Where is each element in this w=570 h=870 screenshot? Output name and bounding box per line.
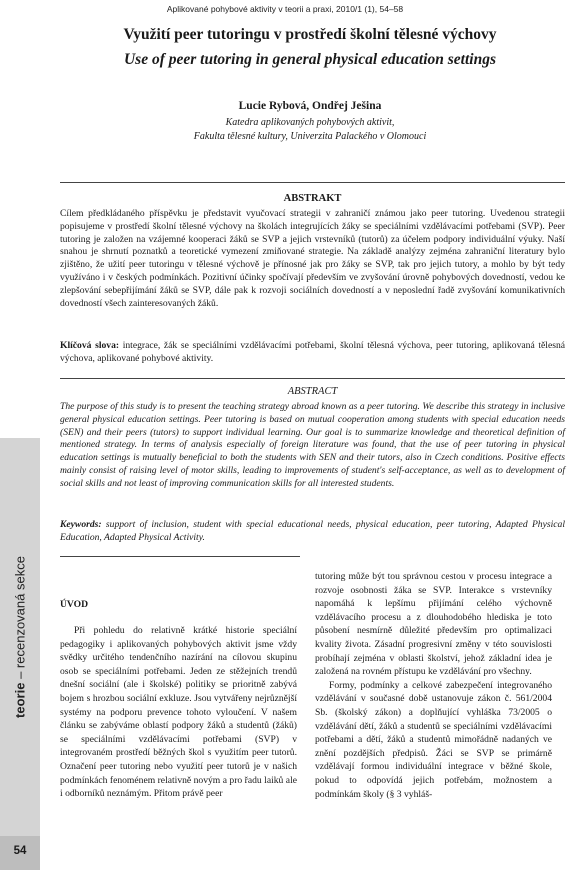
abstrakt-heading: ABSTRAKT xyxy=(283,193,342,204)
divider-bottom xyxy=(60,556,300,557)
abstract-keywords xyxy=(60,519,565,545)
abstrakt-text: Cílem předkládaného příspěvku je představit vyučovací strategii v zahraničí známou jako peer tutoring. Uvedenou strategii popisujeme v prostředí školní tělesné výchovy na školách integrujících žáky se speciálními vzdělávacími potřebami (SVP). Peer tutoring je založen na vzájemné kooperaci žáků se SVP a jejich vrstevníků (tutorů) za účelem podpory individuální výuky. Naší snahou je shrnutí poznatků a teoretické vymezení zmiňované strategie. Na základě analýzy zejména zahraniční literatury bylo zjištěno, že užití peer tutoringu v tělesné výchově je přínosné jak pro žáky se SVP, tak pro jejich tutory, a mohlo by být tedy využíváno i v českých podmínkách. Pozitivní účinky spočívají především ve zvyšování úrovně pohybových dovedností, vedou ke zlepšování sebepřijímání žáků se SVP, dále pak k rozvoji sociálních dovedností a v neposlední řadě zvyšování komunikativních dovedností všech zainteresovaných žáků. xyxy=(60,208,565,309)
running-head: Aplikované pohybové aktivity v teorii a praxi, 2010/1 (1), 54–58 xyxy=(166,4,404,14)
side-label-rest: – recenzovaná sekce xyxy=(12,556,28,683)
divider-middle xyxy=(60,378,565,379)
title-english: Use of peer tutoring in general physical education settings xyxy=(123,51,496,68)
abstract-keywords-label: Keywords: xyxy=(60,519,102,530)
page-number: 54 xyxy=(0,836,40,870)
left-column xyxy=(60,624,297,801)
affiliation-line-1: Katedra aplikovaných pohybových aktivit, xyxy=(225,117,395,128)
affiliation-line-2: Fakulta tělesné kultury, Univerzita Palackého v Olomouci xyxy=(193,131,427,142)
abstrakt-keywords xyxy=(60,340,565,366)
abstract-heading: ABSTRACT xyxy=(287,386,338,397)
abstrakt-keywords-label: Klíčová slova: xyxy=(60,340,120,351)
right-column xyxy=(315,570,552,801)
title-czech: Využití peer tutoringu v prostředí školní tělesné výchovy xyxy=(123,26,497,43)
abstrakt-keywords-text: integrace, žák se speciálními vzdělávacími potřebami, školní tělesná výchova, peer tutoring, aplikovaná tělesná výchova, aplikované pohybové aktivity. xyxy=(60,340,565,364)
left-column-paragraph: Při pohledu do relativně krátké historie speciální pedagogiky i aplikovaných pohybových aktivit jsme vždy svědky určitého tendenčního nazírání na cílovou skupinu osob se speciálními potřebami. Jeden ze stěžejních trendů dnešní sociální (ale i školské) politiky se prioritně zabývá bojem s hrozbou sociální exkluze. Jsou vytvářeny nejrůznější systémy na podporu prevence tohoto vyloučení. V našem článku se zabýváme oblastí podpory žáků a studentů (žáků) se speciálními vzdělávacími potřebami (SVP) v integrovaném prostředí běžných škol s využitím peer tutorů. Označení peer tutoring nebo využití peer tutorů je v našich podmínkách fenoménem relativně novým a pro řadu laiků ale i odborníků neznámým. Přitom právě peer xyxy=(60,625,297,800)
authors: Lucie Rybová, Ondřej Ješina xyxy=(238,100,382,112)
section-heading-uvod: ÚVOD xyxy=(60,599,89,610)
divider-top xyxy=(60,182,565,183)
right-column-paragraph-2: Formy, podmínky a celkové zabezpečení integrovaného vzdělávání v současné době ustanovuje zákon č. 561/2004 Sb. (školský zákon) a doplňující vyhláška 73/2005 o vzdělávání dětí, žáků a studentů se speciálními vzdělávacími potřebami a dětí, žáků a studentů mimořádně nadaných ve znění pozdějších předpisů. Žáci se SVP se primárně vzdělávají formou individuální integrace v běžné škole, pokud to odpovídá jejich potřebám, možnostem a podmínkám školy (§ 3 vyhláš- xyxy=(315,679,552,800)
right-column-paragraph-1: tutoring může být tou správnou cestou v procesu integrace a rozvoje osobnosti žáka se SVP. Interakce s vrstevníky napomáhá k lepšímu přijímání celého výchovně vzdělávacího procesu a z dlouhodobého hlediska je toto působení nesmírně důležité především pro optimalizaci kvality života. Zásadní progresivní změny v této souvislosti probíhají zejména v oblasti školství, jehož základní idea je založená na rovném přístupu ke vzdělávání pro všechny. xyxy=(315,571,552,678)
section-side-label xyxy=(13,556,28,718)
abstract-keywords-text: support of inclusion, student with special educational needs, physical education, peer tutoring, Adapted Physical Education, Adapted Physical Activity. xyxy=(60,519,565,543)
side-label-bold: teorie xyxy=(12,682,28,718)
abstract-text: The purpose of this study is to present the teaching strategy abroad known as a peer tutoring. We describe this strategy in inclusive general physical education settings. Peer tutoring is based on mutual cooperation among students with special education needs (SEN) and their peers (tutors) to support individual learning. Our goal is to summarize knowledge and theoretical definition of mentioned strategy. In terms of analysis especially of foreign literature was found, that the use of peer tutoring in physical education settings is mutually beneficial to both the students with SEN and their tutors, also in Czech conditions. Positive effects mainly consist of raising level of motor skills, leading to improvements of student's self-acceptance, as well as to development of social skills and not least of improving communication skills for all interested students. xyxy=(60,401,565,489)
